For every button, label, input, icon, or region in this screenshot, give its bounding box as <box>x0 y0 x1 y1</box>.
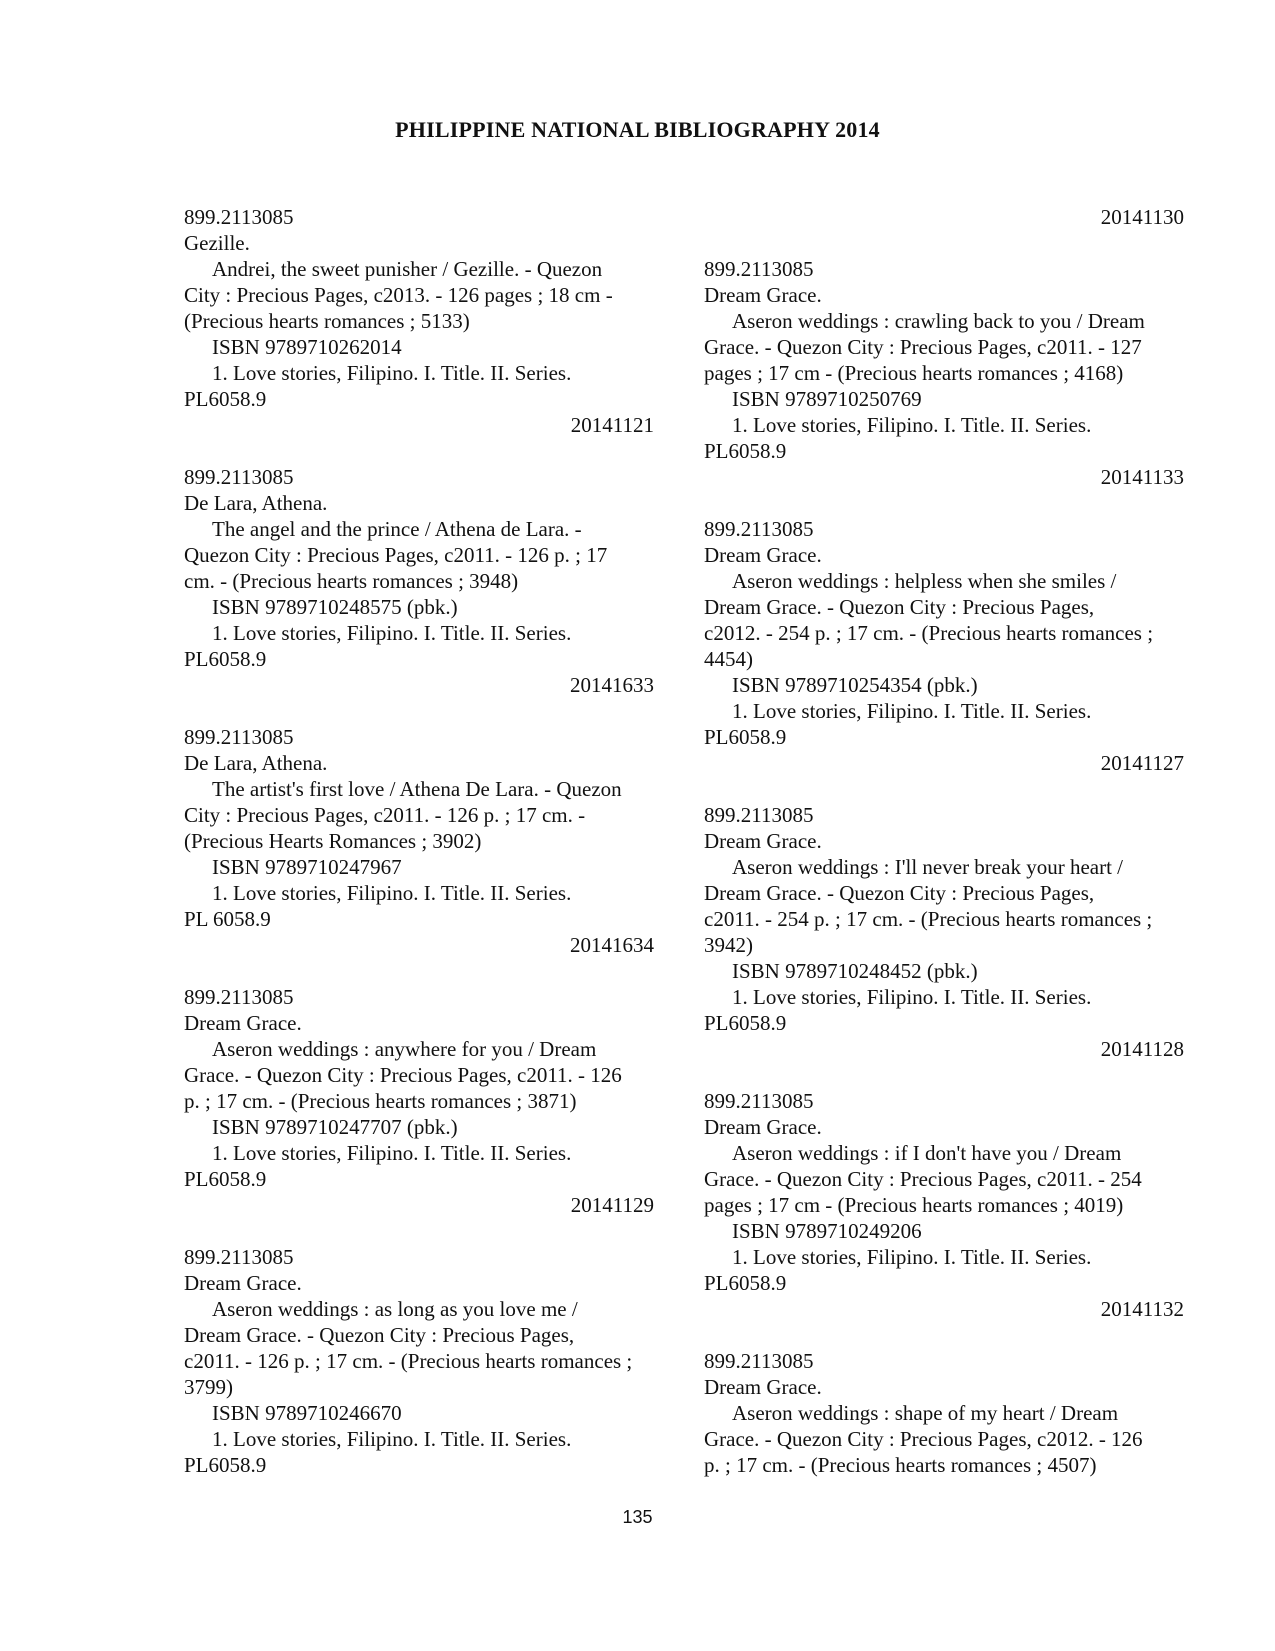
description-line: Aseron weddings : as long as you love me / <box>212 1297 578 1321</box>
class-number: 899.2113085 <box>704 257 814 281</box>
bibliographic-entry <box>184 204 654 464</box>
description-line: The artist's first love / Athena De Lara. - Quezon <box>212 777 622 801</box>
author-heading: Dream Grace. <box>704 829 822 853</box>
description-line: 3799) <box>184 1375 233 1399</box>
author-heading: Dream Grace. <box>704 1115 822 1139</box>
control-number: 20141129 <box>570 1193 654 1217</box>
description-line: p. ; 17 cm. - (Precious hearts romances ; 3871) <box>184 1089 577 1113</box>
isbn: ISBN 9789710254354 (pbk.) <box>732 673 978 697</box>
bibliographic-entry <box>704 1088 1184 1348</box>
bibliographic-entry <box>704 802 1184 1088</box>
call-number: PL6058.9 <box>184 647 267 671</box>
description-line: (Precious hearts romances ; 5133) <box>184 309 470 333</box>
description-line: Andrei, the sweet punisher / Gezille. - Quezon <box>212 257 603 281</box>
author-heading: Dream Grace. <box>184 1271 302 1295</box>
description-line: Dream Grace. - Quezon City : Precious Pages, <box>704 595 1095 619</box>
bibliographic-entry <box>704 256 1184 516</box>
bibliographic-entry <box>704 1348 1184 1478</box>
description-line: Aseron weddings : crawling back to you / Dream <box>732 309 1145 333</box>
call-number: PL6058.9 <box>704 439 787 463</box>
control-number: 20141133 <box>1100 465 1184 489</box>
class-number: 899.2113085 <box>704 1089 814 1113</box>
author-heading: Dream Grace. <box>704 543 822 567</box>
author-heading: Gezille. <box>184 231 250 255</box>
isbn: ISBN 9789710246670 <box>212 1401 402 1425</box>
call-number: PL6058.9 <box>184 387 267 411</box>
description-line: c2012. - 254 p. ; 17 cm. - (Precious hearts romances ; <box>704 621 1154 645</box>
bibliographic-entry <box>184 724 654 984</box>
description-line: p. ; 17 cm. - (Precious hearts romances ; 4507) <box>704 1453 1097 1477</box>
control-number: 20141130 <box>1100 205 1184 229</box>
isbn: ISBN 9789710249206 <box>732 1219 922 1243</box>
description-line: 3942) <box>704 933 753 957</box>
isbn: ISBN 9789710248575 (pbk.) <box>212 595 458 619</box>
call-number: PL6058.9 <box>184 1167 267 1191</box>
subject-tracings: 1. Love stories, Filipino. I. Title. II. Series. <box>212 361 572 385</box>
subject-tracings: 1. Love stories, Filipino. I. Title. II. Series. <box>732 985 1092 1009</box>
description-line: c2011. - 126 p. ; 17 cm. - (Precious hearts romances ; <box>184 1349 633 1373</box>
description-line: pages ; 17 cm - (Precious hearts romances ; 4019) <box>704 1193 1124 1217</box>
subject-tracings: 1. Love stories, Filipino. I. Title. II. Series. <box>732 699 1092 723</box>
class-number: 899.2113085 <box>184 1245 294 1269</box>
bibliographic-entry <box>704 516 1184 802</box>
description-line: Aseron weddings : I'll never break your heart / <box>732 855 1123 879</box>
page-title: PHILIPPINE NATIONAL BIBLIOGRAPHY 2014 <box>395 117 880 142</box>
bibliographic-entry <box>184 464 654 724</box>
description-line: City : Precious Pages, c2013. - 126 pages ; 18 cm - <box>184 283 613 307</box>
class-number: 899.2113085 <box>184 985 294 1009</box>
description-line: City : Precious Pages, c2011. - 126 p. ; 17 cm. - <box>184 803 586 827</box>
description-line: pages ; 17 cm - (Precious hearts romances ; 4168) <box>704 361 1124 385</box>
description-line: Grace. - Quezon City : Precious Pages, c2011. - 254 <box>704 1167 1142 1191</box>
control-number: 20141127 <box>1100 751 1184 775</box>
description-line: 4454) <box>704 647 753 671</box>
control-number: 20141132 <box>1100 1297 1184 1321</box>
left-column <box>184 204 654 1478</box>
author-heading: Dream Grace. <box>704 1375 822 1399</box>
class-number: 899.2113085 <box>704 1349 814 1373</box>
isbn: ISBN 9789710247967 <box>212 855 402 879</box>
subject-tracings: 1. Love stories, Filipino. I. Title. II. Series. <box>732 413 1092 437</box>
description-line: cm. - (Precious hearts romances ; 3948) <box>184 569 519 593</box>
author-heading: Dream Grace. <box>704 283 822 307</box>
description-line: Aseron weddings : anywhere for you / Dream <box>212 1037 597 1061</box>
subject-tracings: 1. Love stories, Filipino. I. Title. II. Series. <box>212 621 572 645</box>
author-heading: Dream Grace. <box>184 1011 302 1035</box>
description-line: Aseron weddings : helpless when she smiles / <box>732 569 1117 593</box>
description-line: Quezon City : Precious Pages, c2011. - 126 p. ; 17 <box>184 543 608 567</box>
subject-tracings: 1. Love stories, Filipino. I. Title. II. Series. <box>212 1141 572 1165</box>
description-line: c2011. - 254 p. ; 17 cm. - (Precious hearts romances ; <box>704 907 1153 931</box>
control-number: 20141634 <box>570 933 654 957</box>
description-line: Grace. - Quezon City : Precious Pages, c2012. - 126 <box>704 1427 1143 1451</box>
call-number: PL6058.9 <box>704 1271 787 1295</box>
class-number: 899.2113085 <box>184 465 294 489</box>
subject-tracings: 1. Love stories, Filipino. I. Title. II. Series. <box>212 1427 572 1451</box>
call-number: PL6058.9 <box>704 1011 787 1035</box>
description-line: The angel and the prince / Athena de Lara. - <box>212 517 582 541</box>
control-number: 20141128 <box>1100 1037 1184 1061</box>
class-number: 899.2113085 <box>704 517 814 541</box>
class-number: 899.2113085 <box>704 803 814 827</box>
isbn: ISBN 9789710247707 (pbk.) <box>212 1115 458 1139</box>
author-heading: De Lara, Athena. <box>184 751 328 775</box>
isbn: ISBN 9789710250769 <box>732 387 922 411</box>
description-line: Aseron weddings : if I don't have you / Dream <box>732 1141 1122 1165</box>
bibliographic-entry <box>184 1244 654 1478</box>
page-number: 135 <box>622 1507 653 1527</box>
right-column <box>704 204 1184 1478</box>
call-number: PL6058.9 <box>704 725 787 749</box>
call-number: PL 6058.9 <box>184 907 271 931</box>
isbn: ISBN 9789710262014 <box>212 335 402 359</box>
author-heading: De Lara, Athena. <box>184 491 328 515</box>
class-number: 899.2113085 <box>184 205 294 229</box>
description-line: Grace. - Quezon City : Precious Pages, c2011. - 126 <box>184 1063 622 1087</box>
control-number: 20141633 <box>570 673 654 697</box>
bibliographic-entry <box>184 984 654 1244</box>
description-line: (Precious Hearts Romances ; 3902) <box>184 829 482 853</box>
call-number: PL6058.9 <box>184 1453 267 1477</box>
description-line: Grace. - Quezon City : Precious Pages, c2011. - 127 <box>704 335 1142 359</box>
description-line: Aseron weddings : shape of my heart / Dream <box>732 1401 1119 1425</box>
subject-tracings: 1. Love stories, Filipino. I. Title. II. Series. <box>732 1245 1092 1269</box>
isbn: ISBN 9789710248452 (pbk.) <box>732 959 978 983</box>
description-line: Dream Grace. - Quezon City : Precious Pages, <box>704 881 1095 905</box>
class-number: 899.2113085 <box>184 725 294 749</box>
control-number: 20141121 <box>570 413 654 437</box>
description-line: Dream Grace. - Quezon City : Precious Pages, <box>184 1323 575 1347</box>
subject-tracings: 1. Love stories, Filipino. I. Title. II. Series. <box>212 881 572 905</box>
